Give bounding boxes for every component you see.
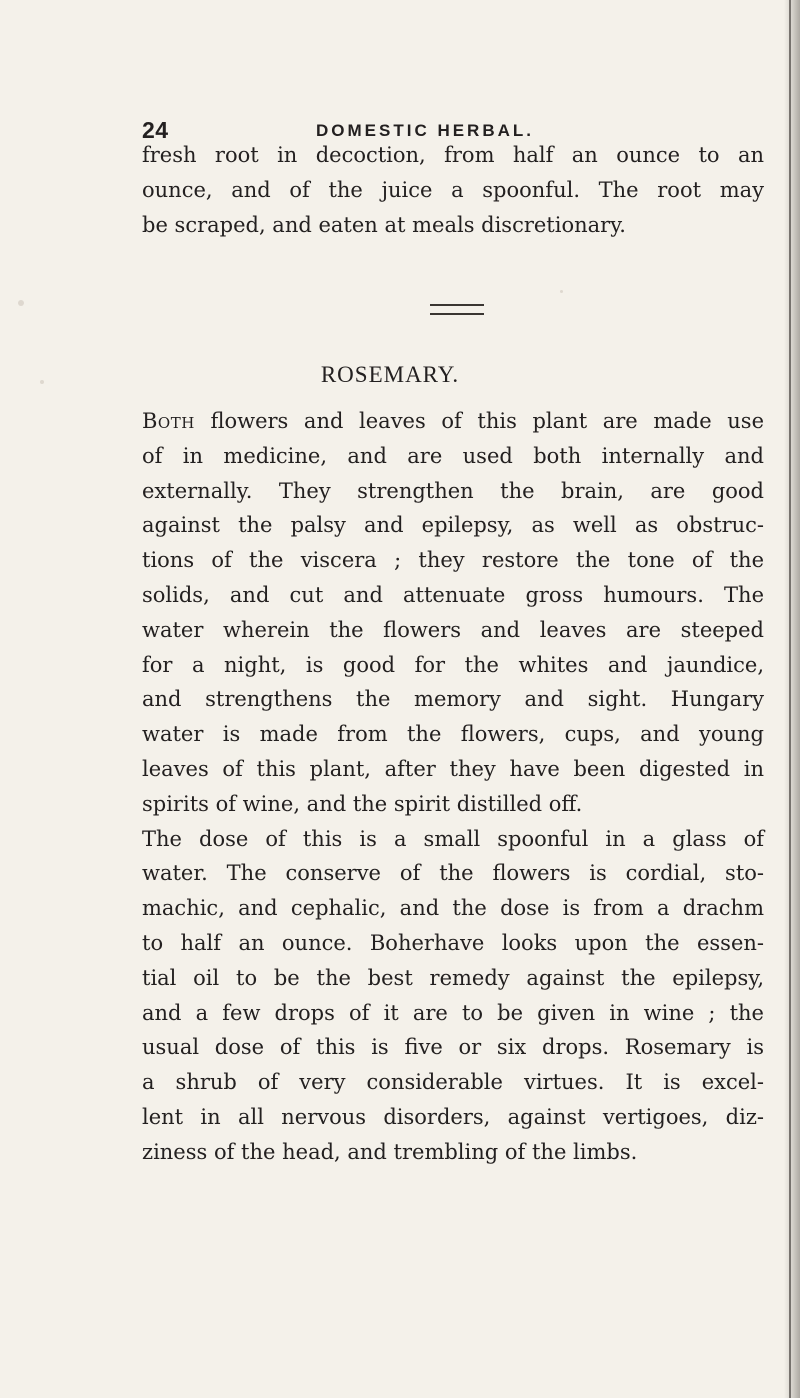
text-line: lent in all nervous disorders, against vertigoes, diz-: [142, 1104, 764, 1129]
page-number: 24: [142, 117, 169, 143]
continuation-paragraph: [142, 138, 764, 242]
text-line: ounce, and of the juice a spoonful. The root may: [142, 177, 764, 202]
text-line: water wherein the flowers and leaves are steeped: [142, 617, 764, 642]
running-head-title: DOMESTIC HERBAL.: [316, 121, 534, 140]
text-line: machic, and cephalic, and the dose is from a drachm: [142, 896, 764, 921]
text-line: of in medicine, and are used both internally and: [142, 443, 764, 468]
page-edge-line: [789, 0, 791, 1398]
text-line: be scraped, and eaten at meals discretionary.: [142, 212, 626, 237]
section-body: [142, 404, 764, 1170]
text-line: to half an ounce. Boherhave looks upon the essen-: [142, 930, 764, 955]
text-line: a shrub of very considerable virtues. It is excel-: [142, 1070, 764, 1095]
text-line: and strengthens the memory and sight. Hungary: [142, 687, 764, 712]
text-line: tial oil to be the best remedy against the epilepsy,: [142, 965, 764, 990]
text-line: The dose of this is a small spoonful in a glass of: [142, 826, 764, 851]
lead-word: Both: [142, 409, 195, 433]
text-line: solids, and cut and attenuate gross humours. The: [142, 582, 764, 607]
text-line: usual dose of this is five or six drops. Rosemary is: [142, 1035, 764, 1060]
text-line: externally. They strengthen the brain, are good: [142, 478, 764, 503]
text-line: fresh root in decoction, from half an ounce to an: [142, 143, 764, 167]
text-line: water. The conserve of the flowers is cordial, sto-: [142, 861, 764, 886]
text-line: tions of the viscera ; they restore the tone of the: [142, 548, 764, 573]
paper-speck: [560, 290, 563, 293]
text-line: for a night, is good for the whites and jaundice,: [142, 652, 764, 677]
text-line: spirits of wine, and the spirit distilled off.: [142, 791, 583, 816]
paper-speck: [18, 300, 24, 306]
text-line: leaves of this plant, after they have been digested in: [142, 756, 764, 781]
section-divider-rule: [430, 304, 484, 306]
text-line: and a few drops of it are to be given in wine ; the: [142, 1000, 764, 1025]
text-line: against the palsy and epilepsy, as well as obstruc-: [142, 513, 764, 538]
text-line-first: [142, 404, 764, 439]
page-edge-shadow: [784, 0, 800, 1398]
section-divider-rule: [430, 313, 484, 315]
first-line-rest: flowers and leaves of this plant are made use: [194, 409, 764, 433]
text-line: water is made from the flowers, cups, and young: [142, 722, 764, 747]
section-heading: ROSEMARY.: [320, 362, 460, 387]
text-line: ziness of the head, and trembling of the limbs.: [142, 1139, 638, 1164]
